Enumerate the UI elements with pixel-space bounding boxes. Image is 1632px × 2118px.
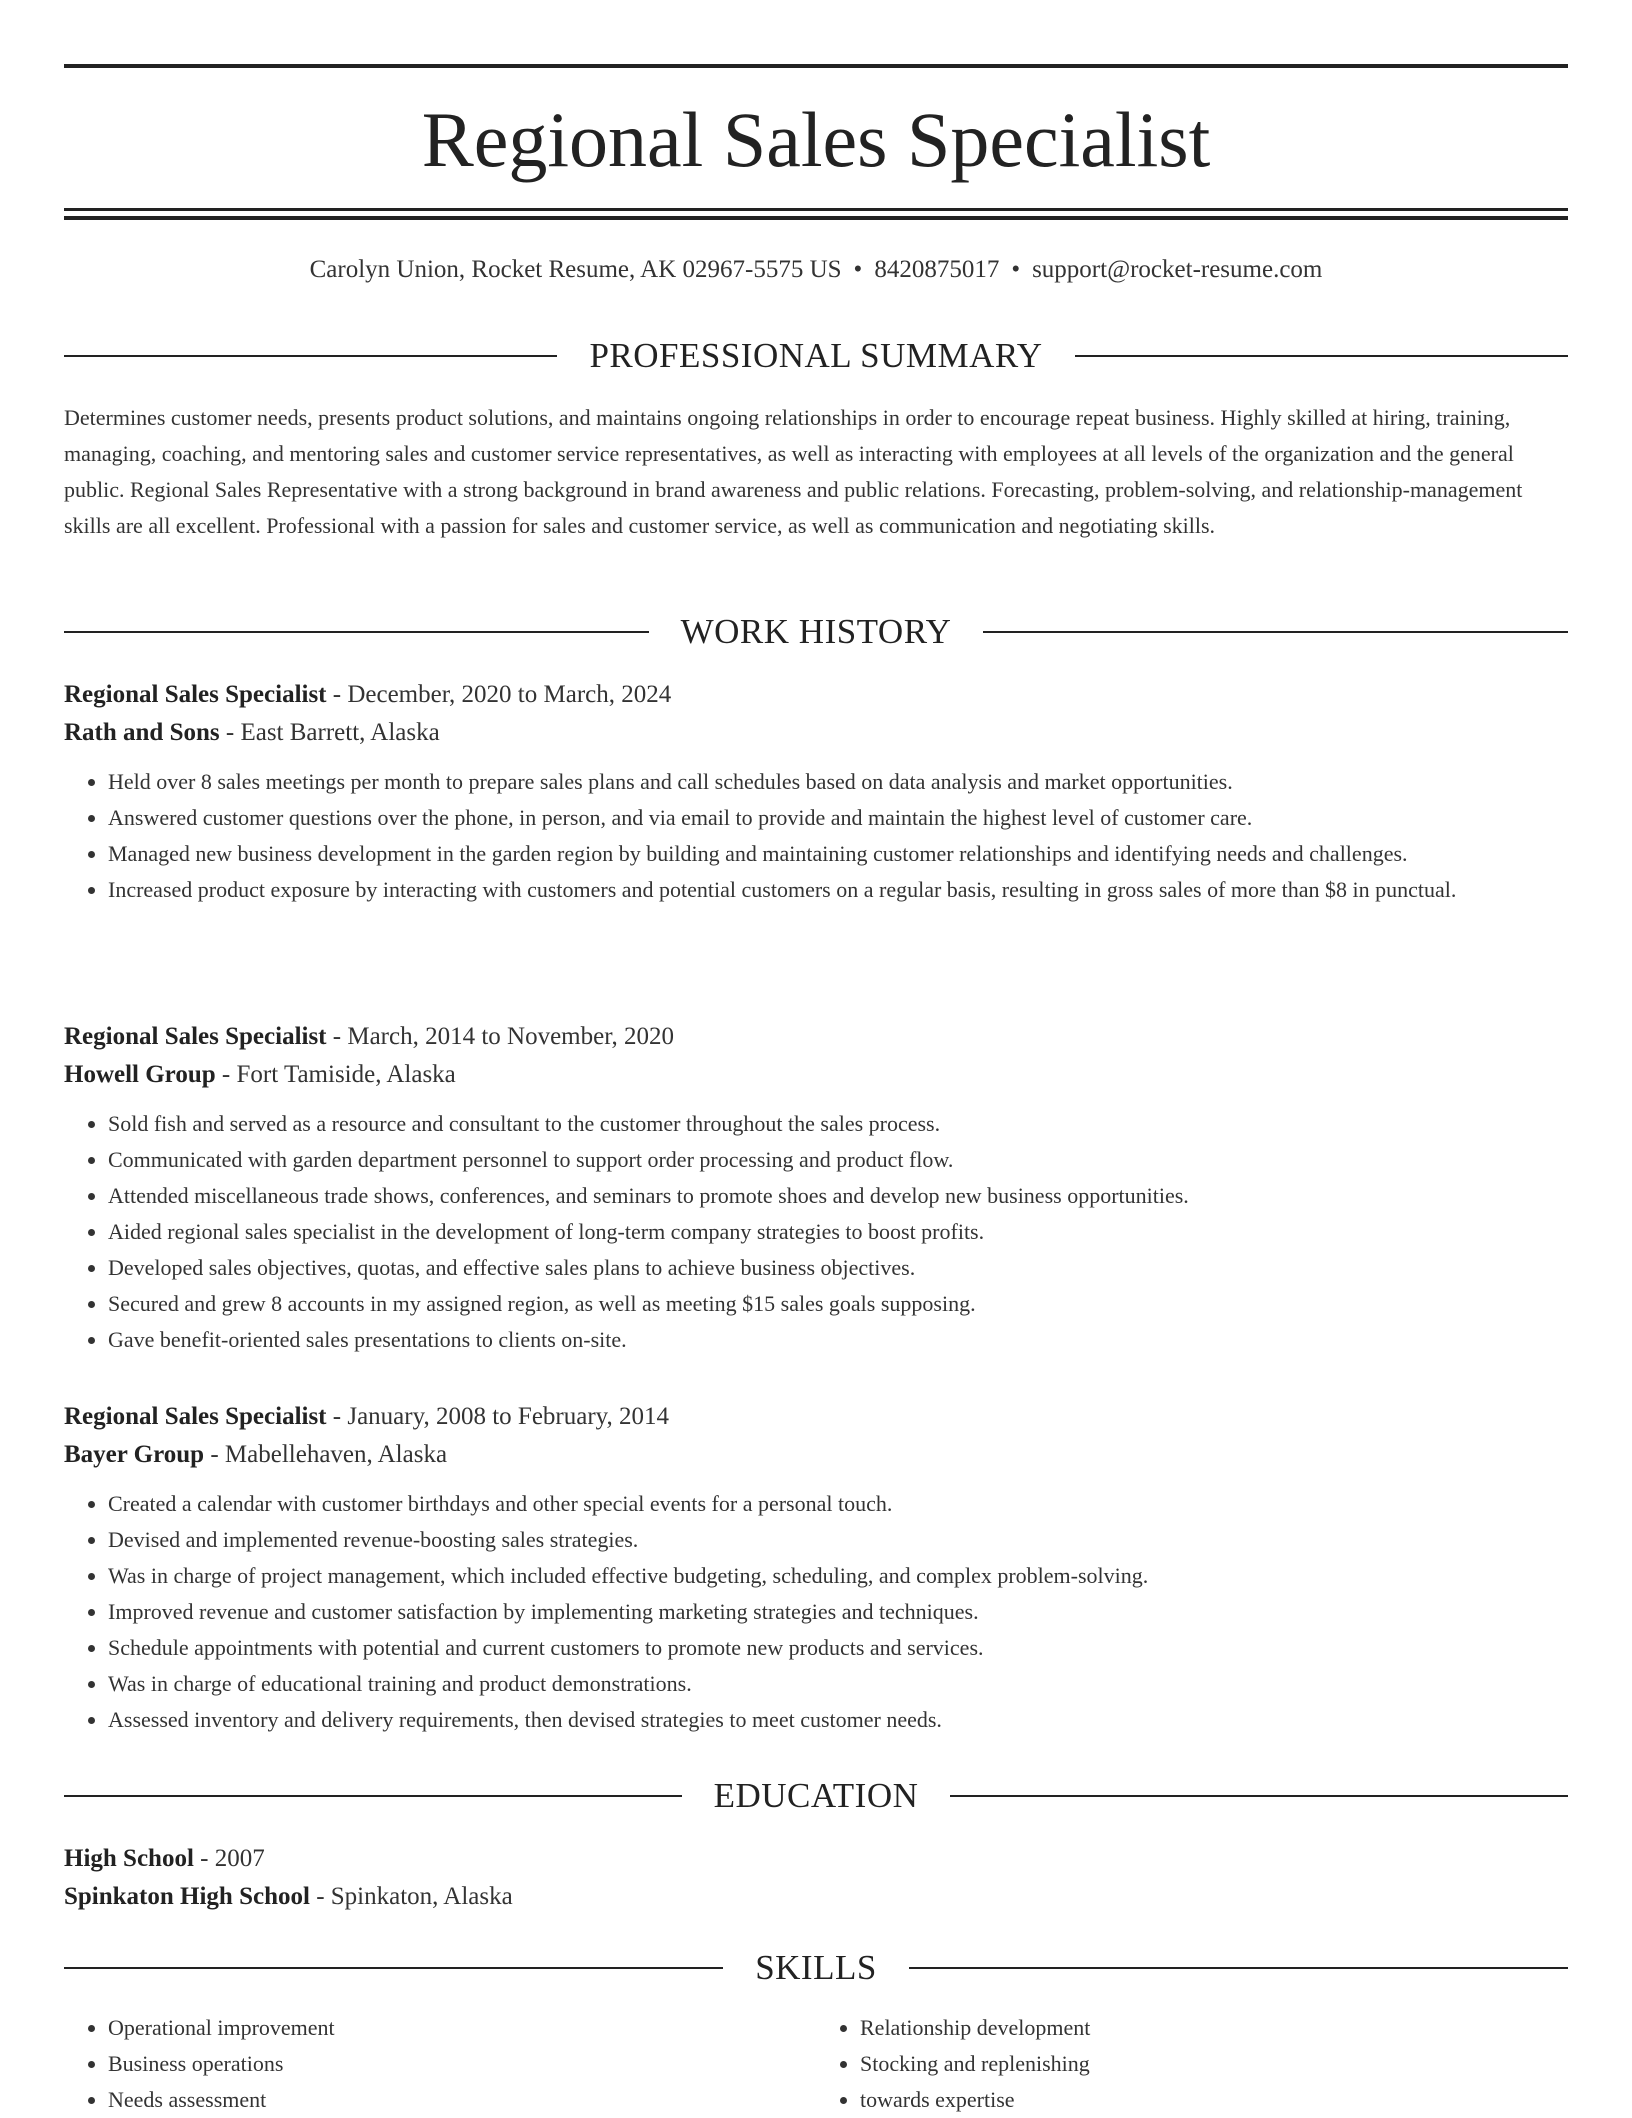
heading-rule (909, 1967, 1568, 1969)
job-title: Regional Sales Specialist (64, 1403, 327, 1430)
job-location: - East Barrett, Alaska (219, 719, 440, 746)
heading-rule (64, 355, 557, 357)
job-title-line (64, 1398, 1568, 1436)
job-title-line (64, 676, 1568, 714)
job-company: Howell Group (64, 1061, 216, 1088)
duty-item: • Sold fish and served as a resource and consultant to the customer throughout the sales process. (108, 1106, 1568, 1142)
job-dates: - January, 2008 to February, 2014 (326, 1403, 670, 1430)
job-dates: - March, 2014 to November, 2020 (326, 1023, 675, 1050)
duty-item: • Aided regional sales specialist in the development of long-term company strategies to boost profits. (108, 1214, 1568, 1250)
contact-line (64, 252, 1568, 288)
job-title-line (64, 1018, 1568, 1056)
skills-column-left (64, 2010, 816, 2118)
header-bottom-rule (64, 208, 1568, 211)
heading-rule (983, 631, 1568, 633)
duty-item: • Attended miscellaneous trade shows, conferences, and seminars to promote shoes and develop new business opportunities. (108, 1178, 1568, 1214)
duty-item: • Managed new business development in the garden region by building and maintaining customer relationships and identifying needs and challenges. (108, 836, 1568, 872)
skill-item: • Needs assessment (108, 2082, 816, 2118)
heading-rule (64, 1795, 682, 1797)
section-heading-work (64, 610, 1568, 654)
summary-text: Determines customer needs, presents product solutions, and maintains ongoing relationships in order to encourage repeat business. Highly skilled at hiring, training, managing, coaching, and mentoring sales and customer service representatives, as well as interacting with employees at all levels of the organization and the general public. Regional Sales Representative with a strong background in brand awareness and public relations. Forecasting, problem-solving, and relationship-management skills are all excellent. Professional with a passion for sales and customer service, as well as communication and negotiating skills. (64, 405, 1523, 538)
job-company: Rath and Sons (64, 719, 220, 746)
job-location: - Mabellehaven, Alaska (204, 1441, 448, 1468)
skill-item: • Relationship development (860, 2010, 1568, 2046)
section-heading-skills (64, 1946, 1568, 1990)
skills-column-right (816, 2010, 1568, 2118)
section-title: WORK HISTORY (680, 612, 952, 651)
section-heading-summary (64, 334, 1568, 378)
education-location: - Spinkaton, Alaska (309, 1883, 513, 1910)
job-duties (64, 1486, 1568, 1738)
skill-item: • Stocking and replenishing (860, 2046, 1568, 2082)
skill-item: • Business operations (108, 2046, 816, 2082)
job-company: Bayer Group (64, 1441, 205, 1468)
duty-item: • Schedule appointments with potential and current customers to promote new products and services. (108, 1630, 1568, 1666)
duty-item: • Gave benefit-oriented sales presentations to clients on-site. (108, 1322, 1568, 1358)
duty-item: • Communicated with garden department personnel to support order processing and product flow. (108, 1142, 1568, 1178)
job-company-line (64, 1056, 1568, 1094)
job-dates: - December, 2020 to March, 2024 (326, 681, 672, 708)
education-school: Spinkaton High School (64, 1883, 310, 1910)
header-bottom-rule-thick (64, 216, 1568, 220)
job-company-line (64, 714, 1568, 752)
resume-name: Regional Sales Specialist (421, 96, 1211, 183)
duty-item: • Answered customer questions over the phone, in person, and via email to provide and maintain the highest level of customer care. (108, 800, 1568, 836)
education-degree: High School (64, 1845, 194, 1872)
bullet-separator: • (1011, 256, 1021, 283)
skills-list (64, 2010, 1568, 2118)
job-company-line (64, 1436, 1568, 1474)
contact-address: Carolyn Union, Rocket Resume, AK 02967-5575 US (309, 256, 842, 283)
heading-rule (64, 1967, 723, 1969)
section-title: PROFESSIONAL SUMMARY (589, 336, 1043, 375)
contact-phone: 8420875017 (874, 256, 1000, 283)
job-title: Regional Sales Specialist (64, 1023, 327, 1050)
skill-item: • towards expertise (860, 2082, 1568, 2118)
duty-item: • Developed sales objectives, quotas, and effective sales plans to achieve business objectives. (108, 1250, 1568, 1286)
education-entry (64, 1840, 1568, 1916)
job-location: - Fort Tamiside, Alaska (215, 1061, 456, 1088)
duty-item: • Assessed inventory and delivery requirements, then devised strategies to meet customer needs. (108, 1702, 1568, 1738)
duty-item: • Improved revenue and customer satisfaction by implementing marketing strategies and techniques. (108, 1594, 1568, 1630)
skill-item: • Operational improvement (108, 2010, 816, 2046)
job-duties (64, 764, 1568, 908)
bullet-separator: • (853, 256, 863, 283)
duty-item: • Held over 8 sales meetings per month to prepare sales plans and call schedules based on data analysis and market opportunities. (108, 764, 1568, 800)
job-duties (64, 1106, 1568, 1358)
heading-rule (950, 1795, 1568, 1797)
duty-item: • Created a calendar with customer birthdays and other special events for a personal touch. (108, 1486, 1568, 1522)
header-top-rule (64, 64, 1568, 68)
education-school-line (64, 1878, 1568, 1916)
job-entry (64, 1018, 1568, 1358)
section-title: EDUCATION (713, 1776, 919, 1815)
education-degree-line (64, 1840, 1568, 1878)
heading-rule (64, 631, 649, 633)
duty-item: • Increased product exposure by interacting with customers and potential customers on a regular basis, resulting in gross sales of more than $8 in punctual. (108, 872, 1568, 908)
heading-rule (1075, 355, 1568, 357)
contact-email: support@rocket-resume.com (1032, 256, 1323, 283)
duty-item: • Was in charge of educational training and product demonstrations. (108, 1666, 1568, 1702)
job-entry (64, 676, 1568, 908)
duty-item: • Was in charge of project management, which included effective budgeting, scheduling, and complex problem-solving. (108, 1558, 1568, 1594)
section-title: SKILLS (755, 1948, 877, 1987)
job-entry (64, 1398, 1568, 1738)
section-heading-education (64, 1774, 1568, 1818)
education-year: - 2007 (193, 1845, 265, 1872)
job-title: Regional Sales Specialist (64, 681, 327, 708)
duty-item: • Secured and grew 8 accounts in my assigned region, as well as meeting $15 sales goals supposing. (108, 1286, 1568, 1322)
duty-item: • Devised and implemented revenue-boosting sales strategies. (108, 1522, 1568, 1558)
